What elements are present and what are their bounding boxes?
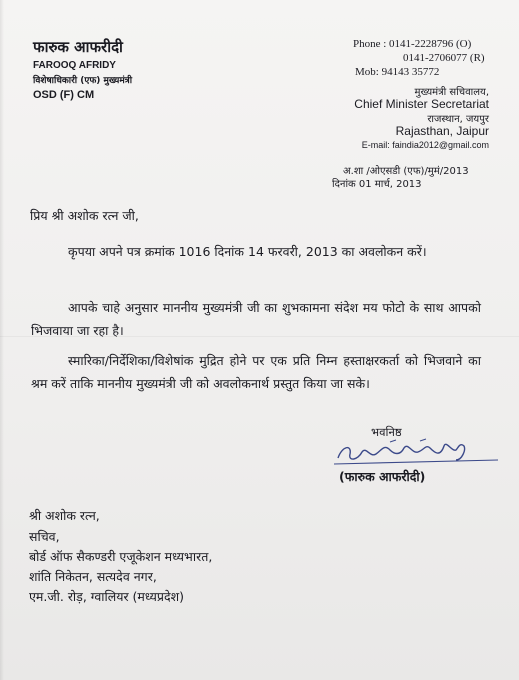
mobile-number: Mob: 94143 35772	[355, 66, 440, 78]
email-address: E-mail: faindia2012@gmail.com	[361, 140, 489, 150]
secretariat-english: Chief Minister Secretariat	[354, 97, 489, 111]
sender-name-hindi: फारुक आफरीदी	[33, 38, 123, 56]
address-line-1: श्री अशोक रत्न,	[29, 508, 100, 523]
closing-phrase: भवनिष्ठ	[371, 425, 402, 439]
address-line-5: एम.जी. रोड़, ग्वालियर (मध्यप्रदेश)	[29, 589, 184, 604]
reference-number: अ.शा /ओएसडी (एफ)/मुमं/2013	[343, 166, 469, 177]
letter-date: दिनांक 01 मार्च, 2013	[332, 179, 422, 190]
designation-english: OSD (F) CM	[33, 89, 95, 101]
paragraph-3: स्मारिका/निर्देशिका/विशेषांक मुद्रित होने पर एक प्रति निम्न हस्ताक्षरकर्ता को भिजवाने का श्रम करें ताकि माननीय मुख्यमंत्री जी को अवलोकनार्थ प्रस्तुत किया जा सके।	[31, 353, 481, 391]
paragraph-2: आपके चाहे अनुसार माननीय मुख्यमंत्री जी का शुभकामना संदेश मय फोटो के साथ आपको भिजवाया जा रहा है।	[31, 300, 481, 338]
secretariat-hindi: मुख्यमंत्री सचिवालय,	[414, 87, 489, 98]
phone-office: Phone : 0141-2228796 (O)	[353, 38, 472, 50]
state-english: Rajasthan, Jaipur	[395, 124, 489, 138]
designation-hindi: विशेषाधिकारी (एफ) मुख्यमंत्री	[33, 76, 133, 86]
sender-name-english: FAROOQ AFRIDY	[33, 60, 116, 71]
state-hindi: राजस्थान, जयपुर	[427, 114, 489, 125]
salutation: प्रिय श्री अशोक रत्न जी,	[30, 208, 139, 223]
scan-edge-shadow	[0, 0, 4, 680]
address-line-3: बोर्ड ऑफ सैकण्डरी एजूकेशन मध्यभारत,	[29, 549, 213, 564]
paragraph-1: कृपया अपने पत्र क्रमांक 1016 दिनांक 14 फरवरी, 2013 का अवलोकन करें।	[68, 244, 427, 259]
address-line-4: शांति निकेतन, सत्यदेव नगर,	[29, 569, 157, 584]
address-line-2: सचिव,	[29, 529, 60, 544]
phone-residence: 0141-2706077 (R)	[403, 52, 485, 64]
signer-name: (फारुक आफरीदी)	[339, 469, 426, 484]
handwritten-signature	[330, 436, 500, 470]
